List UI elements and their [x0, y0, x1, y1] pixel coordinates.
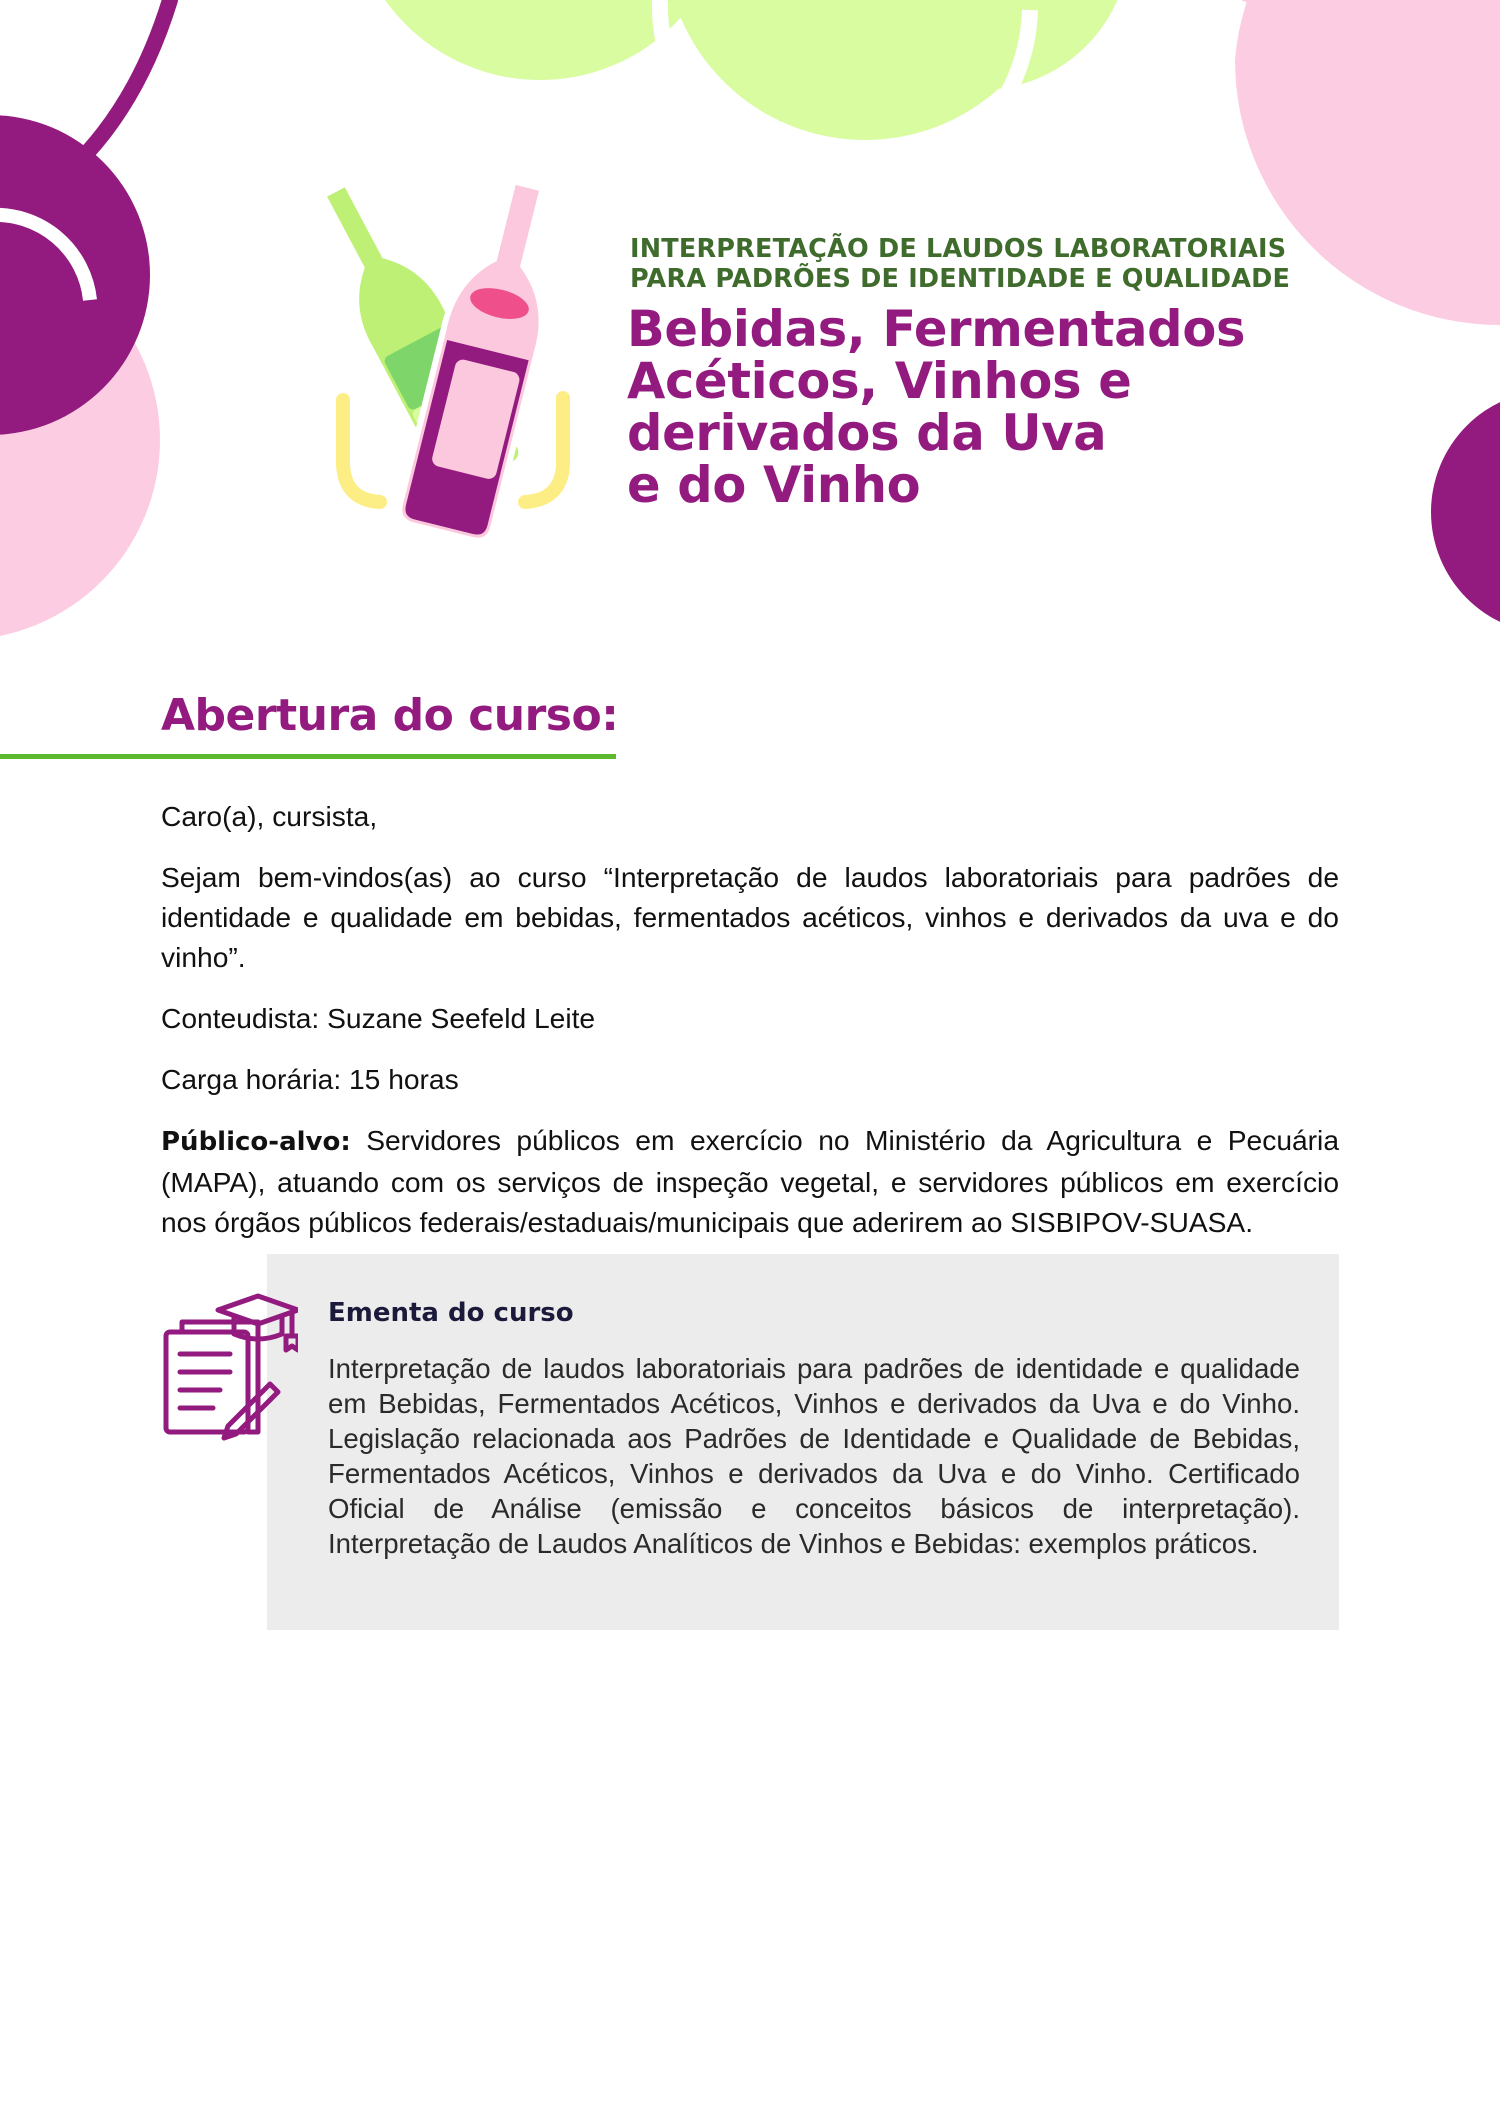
greeting: Caro(a), cursista,: [161, 800, 378, 832]
wine-bottles-icon: [325, 150, 585, 550]
workload-line: Carga horária: 15 horas: [161, 1063, 459, 1095]
section-heading: Abertura do curso:: [161, 690, 619, 741]
magenta-circle-right: [1431, 390, 1500, 634]
opening-content: [161, 796, 1339, 1263]
course-title-line-2: Acéticos, Vinhos e: [627, 352, 1132, 410]
ementa-text: Interpretação de laudos laboratoriais para padrões de identidade e qualidade em Bebidas, Fermentados Acéticos, Vinhos e derivados da Uva e do Vinho. Legislação relacionada aos Padrões de Identidade e Qualidade de Bebidas, Fermentados Acéticos, Vinhos e derivados da Uva e do Vinho. Certificado Oficial de Análise (emissão e conceitos básicos de interpretação). Interpretação de Laudos Analíticos de Vinhos e Bebidas: exemplos práticos.: [328, 1353, 1300, 1559]
audience-label: Público-alvo:: [161, 1127, 351, 1157]
ementa-title: Ementa do curso: [328, 1298, 574, 1328]
audience-paragraph: [161, 1120, 1339, 1242]
course-title-line-3: derivados da Uva: [627, 404, 1107, 462]
course-title-line-4: e do Vinho: [627, 456, 921, 514]
course-syllabus-icon: [158, 1292, 298, 1442]
course-kicker: [630, 234, 1450, 294]
author-line: Conteudista: Suzane Seefeld Leite: [161, 1002, 596, 1034]
welcome-paragraph: Sejam bem-vindos(as) ao curso “Interpretação de laudos laboratoriais para padrões de identidade e qualidade em bebidas, fermentados acéticos, vinhos e derivados da uva e do vinho”.: [161, 861, 1339, 973]
course-title-line-1: Bebidas, Fermentados: [627, 300, 1246, 358]
course-title: [627, 300, 1387, 514]
heading-underline: [0, 754, 616, 759]
course-kicker-line-1: INTERPRETAÇÃO DE LAUDOS LABORATORIAIS: [630, 234, 1287, 264]
course-kicker-line-2: PARA PADRÕES DE IDENTIDADE E QUALIDADE: [630, 264, 1291, 294]
audience-text: Servidores públicos em exercício no Ministério da Agricultura e Pecuária (MAPA), atuando com os serviços de inspeção vegetal, e servidores públicos em exercício nos órgãos públicos federais/estaduais/municipais que aderirem ao SISBIPOV-SUASA.: [161, 1124, 1339, 1238]
